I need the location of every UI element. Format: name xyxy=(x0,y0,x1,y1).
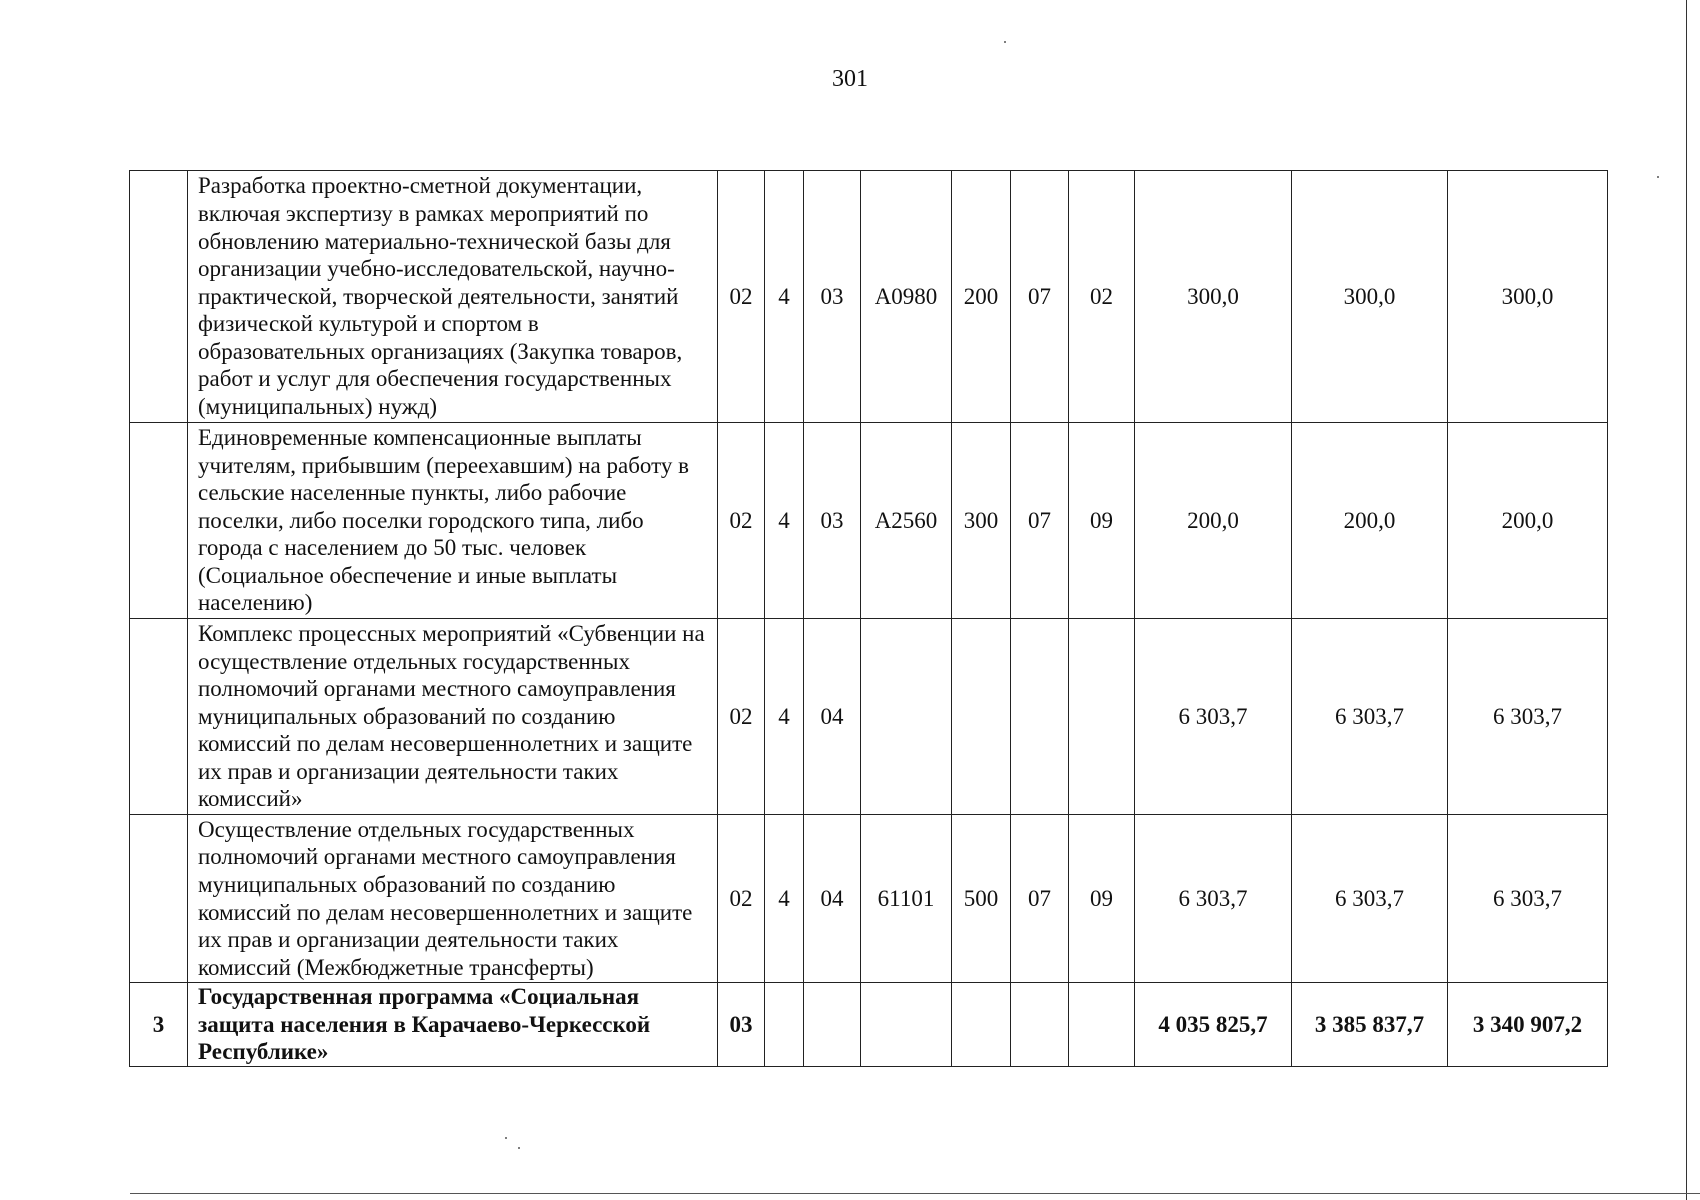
code-cell: 4 xyxy=(765,423,804,619)
amount-cell: 3 385 837,7 xyxy=(1292,983,1448,1067)
amount-cell: 4 035 825,7 xyxy=(1135,983,1292,1067)
amount-cell: 6 303,7 xyxy=(1135,619,1292,815)
table-row xyxy=(130,815,1608,983)
amount-cell: 300,0 xyxy=(1292,171,1448,423)
code-cell: 04 xyxy=(804,619,861,815)
code-cell: 300 xyxy=(952,423,1011,619)
code-cell: 4 xyxy=(765,619,804,815)
code-cell: 07 xyxy=(1011,423,1069,619)
code-cell xyxy=(1069,983,1135,1067)
code-cell xyxy=(1011,619,1069,815)
code-cell: 500 xyxy=(952,815,1011,983)
row-number-cell: 3 xyxy=(130,983,188,1067)
code-cell: 03 xyxy=(718,983,765,1067)
scan-edge-line xyxy=(1686,0,1687,1200)
code-cell xyxy=(952,983,1011,1067)
amount-cell: 200,0 xyxy=(1135,423,1292,619)
code-cell: 04 xyxy=(804,815,861,983)
code-cell: 4 xyxy=(765,815,804,983)
amount-cell: 6 303,7 xyxy=(1292,815,1448,983)
code-cell: 09 xyxy=(1069,815,1135,983)
code-cell xyxy=(804,983,861,1067)
code-cell xyxy=(861,983,952,1067)
code-cell xyxy=(952,619,1011,815)
code-cell xyxy=(1069,619,1135,815)
amount-cell: 300,0 xyxy=(1448,171,1608,423)
amount-cell: 6 303,7 xyxy=(1292,619,1448,815)
amount-cell: 6 303,7 xyxy=(1135,815,1292,983)
row-number-cell xyxy=(130,171,188,423)
scan-speck xyxy=(1004,41,1006,43)
code-cell: A2560 xyxy=(861,423,952,619)
table-row xyxy=(130,423,1608,619)
row-number-cell xyxy=(130,619,188,815)
amount-cell: 200,0 xyxy=(1448,423,1608,619)
code-cell: 02 xyxy=(718,171,765,423)
code-cell: 07 xyxy=(1011,815,1069,983)
scan-speck xyxy=(505,1137,507,1139)
amount-cell: 6 303,7 xyxy=(1448,815,1608,983)
code-cell: 03 xyxy=(804,423,861,619)
table-row xyxy=(130,619,1608,815)
description-cell: Единовременные компенсационные выплаты учителям, прибывшим (переехавшим) на работу в сельские населенные пункты, либо рабочие поселки, либо поселки городского типа, либо города с населением до 50 тыс. человек (Социальное обеспечение и иные выплаты населению) xyxy=(188,423,718,619)
description-cell: Комплекс процессных мероприятий «Субвенции на осуществление отдельных государственных полномочий органами местного самоуправления муниципальных образований по созданию комиссий по делам несовершеннолетних и защите их прав и организации деятельности таких комиссий» xyxy=(188,619,718,815)
code-cell xyxy=(1011,983,1069,1067)
scan-speck xyxy=(1657,176,1659,178)
code-cell: 03 xyxy=(804,171,861,423)
code-cell: 02 xyxy=(718,619,765,815)
code-cell: 200 xyxy=(952,171,1011,423)
code-cell xyxy=(861,619,952,815)
scan-bottom-rule xyxy=(130,1193,1700,1194)
code-cell: 02 xyxy=(718,423,765,619)
code-cell: 02 xyxy=(718,815,765,983)
code-cell: 07 xyxy=(1011,171,1069,423)
amount-cell: 200,0 xyxy=(1292,423,1448,619)
budget-table xyxy=(129,170,1608,1067)
code-cell xyxy=(765,983,804,1067)
amount-cell: 3 340 907,2 xyxy=(1448,983,1608,1067)
page-number: 301 xyxy=(832,66,868,92)
code-cell: 09 xyxy=(1069,423,1135,619)
table-row xyxy=(130,171,1608,423)
description-cell: Разработка проектно-сметной документации, включая экспертизу в рамках мероприятий по обновлению материально-технической базы для организации учебно-исследовательской, научно-практической, творческой деятельности, занятий физической культурой и спортом в образовательных организациях (Закупка товаров, работ и услуг для обеспечения государственных (муниципальных) нужд) xyxy=(188,171,718,423)
row-number-cell xyxy=(130,815,188,983)
code-cell: A0980 xyxy=(861,171,952,423)
table-row-program-total xyxy=(130,983,1608,1067)
scan-speck xyxy=(518,1147,520,1149)
code-cell: 61101 xyxy=(861,815,952,983)
code-cell: 02 xyxy=(1069,171,1135,423)
amount-cell: 6 303,7 xyxy=(1448,619,1608,815)
row-number-cell xyxy=(130,423,188,619)
code-cell: 4 xyxy=(765,171,804,423)
description-cell: Государственная программа «Социальная защита населения в Карачаево-Черкесской Республике» xyxy=(188,983,718,1067)
description-cell: Осуществление отдельных государственных полномочий органами местного самоуправления муниципальных образований по созданию комиссий по делам несовершеннолетних и защите их прав и организации деятельности таких комиссий (Межбюджетные трансферты) xyxy=(188,815,718,983)
amount-cell: 300,0 xyxy=(1135,171,1292,423)
